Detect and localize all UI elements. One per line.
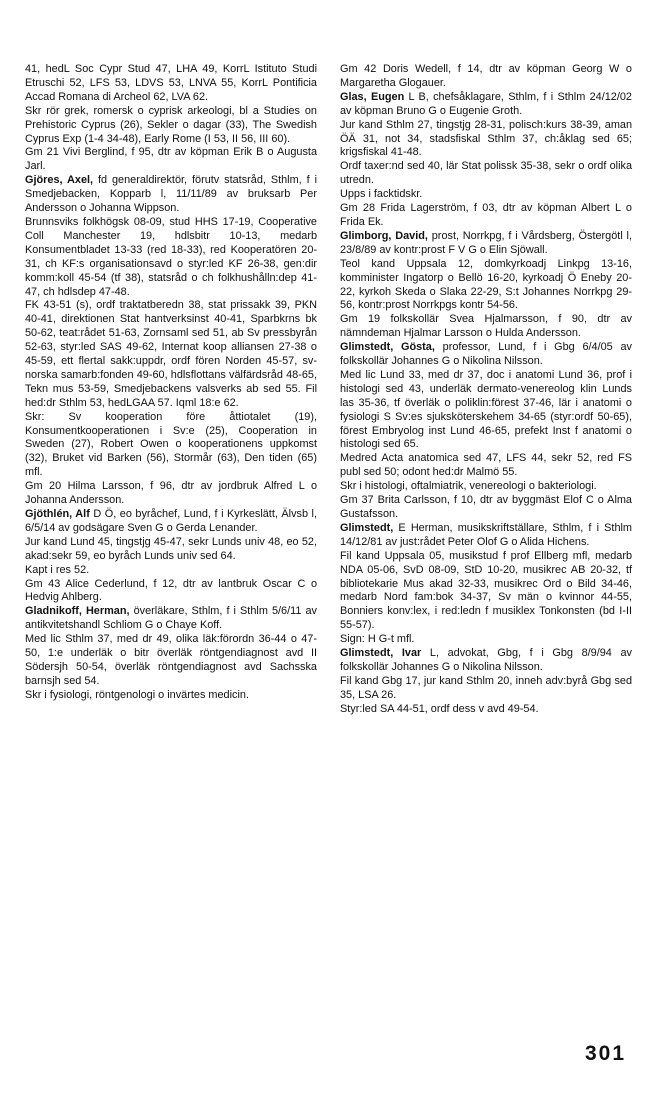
entry-paragraph	[340, 63, 632, 91]
entry-text: Gm 20 Hilma Larsson, f 96, dtr av jordbruk Alfred L o Johanna Andersson.	[25, 480, 317, 507]
entry-paragraph	[25, 536, 317, 564]
entry-paragraph	[340, 202, 632, 230]
entry-paragraph	[25, 299, 317, 410]
entry-paragraph	[340, 369, 632, 452]
entry-name: Glimborg, David,	[340, 229, 428, 242]
entry-text: Jur kand Sthlm 27, tingstjg 28-31, polisch:kurs 38-39, aman ÖÄ 31, not 34, stadsfiskal Sthlm 37, ch:åklag sed 65; krigsfiskal 41-48.	[340, 118, 632, 159]
page-number: 301	[585, 1042, 627, 1065]
entry-paragraph	[25, 216, 317, 299]
entry-paragraph	[25, 63, 317, 105]
entry-paragraph	[340, 675, 632, 703]
entry-paragraph	[340, 119, 632, 161]
entry-paragraph	[25, 146, 317, 174]
entry-text: Gm 28 Frida Lagerström, f 03, dtr av köpman Albert L o Frida Ek.	[340, 202, 632, 228]
entry-text: 41, hedL Soc Cypr Stud 47, LHA 49, KorrL Istituto Studi Etruschi 52, LFS 53, LDVS 53, LNVA 55, KorrL Pontificia Accad Romana di Archeol 62, LVA 62.	[25, 63, 317, 103]
entry-text: L B, chefsåklagare, Sthlm, f i Sthlm 24/12/02 av köpman Bruno G o Eugenie Groth.	[340, 90, 632, 117]
entry-paragraph	[340, 703, 632, 717]
right-column	[340, 63, 632, 717]
entry-paragraph	[25, 480, 317, 508]
entry-paragraph	[340, 258, 632, 314]
entry-text: Teol kand Uppsala 12, domkyrkoadj Linkpg 13-16, komminister Ingatorp o Bellö 16-20, kyrkoadj Ö Eneby 20-22, kyrkoh Skeda o Slaka 22-29, S:t Johannes Norrkpg 29-56, kontr:prost Norrkpgs kontr 54-56.	[340, 257, 632, 312]
entry-name: Glimstedt, Gösta,	[340, 341, 435, 354]
entry-text: Gm 37 Brita Carlsson, f 10, dtr av byggmäst Elof C o Alma Gustafsson.	[340, 494, 632, 520]
entry-paragraph	[340, 230, 632, 258]
entry-paragraph	[340, 188, 632, 202]
entry-text: fd generaldirektör, förutv statsråd, Sthlm, f i Smedjebacken, Kopparb l, 11/11/89 av bruksarb Per Andersson o Johanna Wippson.	[25, 174, 317, 215]
entry-text: Sign: H G-t mfl.	[340, 633, 415, 646]
entry-text: FK 43-51 (s), ordf traktatberedn 38, stat prissakk 39, PKN 40-41, direktionen Stat hantverksinst 40-41, Sparbkrns bk 50-62, teat:rådet 51-63, Zornsaml sed 51, ab Sv pressbyrån 52-63, styr:led SAS 49-62, Internat koop alliansen 27-38 o 45-59, ett flertal sakk:uppdr, ordf fören Norden 45-57, sv-norska samarb:fonden 49-60, hdlsflottans välfärdsråd 48-65, Tekn mus 53-59, Smedjebackens valsverks ab sed 55. Fil hed:dr Sthlm 53, hedLGAA 57. Iqml 18:e 62.	[25, 299, 317, 409]
entry-text: D Ö, eo byråchef, Lund, f i Kyrkeslätt, Älvsb l, 6/5/14 av godsägare Sven G o Gerda Lenander.	[25, 508, 317, 534]
entry-text: Med lic Sthlm 37, med dr 49, olika läk:förordn 36-44 o 47-50, 1:e underläk o bitr överläk röntgendiagnost avd II Södersjh 50-54, överläk röntgendiagnost avd Sachsska barnsjh sed 54.	[25, 633, 317, 687]
entry-paragraph	[340, 160, 632, 188]
entry-paragraph	[25, 564, 317, 578]
entry-paragraph	[340, 550, 632, 633]
entry-text: Kapt i res 52.	[25, 563, 90, 576]
entry-paragraph	[340, 341, 632, 369]
entry-text: Gm 43 Alice Cederlund, f 12, dtr av lantbruk Oscar C o Hedvig Ahlberg.	[25, 577, 317, 604]
entry-name: Glas, Eugen	[340, 90, 405, 103]
entry-text: Ordf taxer:nd sed 40, lär Stat polissk 35-38, sekr o ordf olika utredn.	[340, 160, 632, 187]
entry-name: Glimstedt,	[340, 521, 394, 534]
entry-paragraph	[340, 480, 632, 494]
entry-paragraph	[25, 605, 317, 633]
entry-paragraph	[25, 578, 317, 606]
entry-text: Medred Acta anatomica sed 47, LFS 44, sekr 52, red FS publ sed 50; odont hed:dr Malmö 55.	[340, 452, 632, 479]
entry-text: Skr i fysiologi, röntgenologi o invärtes medicin.	[25, 688, 249, 701]
entry-text: Gm 21 Vivi Berglind, f 95, dtr av köpman Erik B o Augusta Jarl.	[25, 146, 317, 173]
entry-text: Fil kand Uppsala 05, musikstud f prof Ellberg mfl, medarb NDA 05-06, SvD 08-09, StD 10-20, musikrec AB 20-32, tf bibliotekarie Mus akad 32-33, musikrec Ord o Bild 34-46, medarb Nord fam:bok 34-37, Sv män o kvinnor 44-55, Bonniers konv:lex, i red:ledn f musiklex Tonkonsten (bd I-II 55-57).	[340, 549, 632, 632]
entry-paragraph	[340, 452, 632, 480]
entry-paragraph	[340, 91, 632, 119]
entry-paragraph	[340, 494, 632, 522]
entry-paragraph	[25, 411, 317, 481]
entry-paragraph	[340, 647, 632, 675]
entry-paragraph	[25, 105, 317, 147]
entry-text: L, advokat, Gbg, f i Gbg 8/9/94 av folkskollär Johannes G o Nikolina Nilsson.	[340, 647, 632, 673]
entry-text: Styr:led SA 44-51, ordf dess v avd 49-54.	[340, 702, 539, 715]
entry-text: Med lic Lund 33, med dr 37, doc i anatomi Lund 36, prof i histologi sed 43, underläk dermato-venereolog klin Lunds las 35-36, tf överläk o poliklin:förest 37-46, lär i anatomi o fysiologi S Sv:es sjuksköterskehem 34-65 (styr:ordf 50-65), förest Embryolog inst Lund 46-65, prefekt Inst f anatomi o histologi sed 65.	[340, 368, 632, 451]
entry-paragraph	[25, 633, 317, 689]
entry-text: Jur kand Lund 45, tingstjg 45-47, sekr Lunds univ 48, eo 52, akad:sekr 59, eo byråch Lunds univ sed 64.	[25, 535, 317, 562]
entry-text: Skr rör grek, romersk o cyprisk arkeologi, bl a Studies on Prehistoric Cyprus (26), Sekler o dagar (33), The Swedish Cyprus Exp (1-4 34-48), Early Rome (I 53, II 56, III 60).	[25, 104, 317, 145]
entry-text: Brunnsviks folkhögsk 08-09, stud HHS 17-19, Cooperative Coll Manchester 19, hdlsbitr 10-13, medarb Konsumentbladet 13-33 (red 18-33), red Kooperatören 20-31, ch KF:s organisationsavd o styr:led KF 26-38, gen:dir komm:koll 45-54 (tf 38), statsråd o ch folkhushålln:dep 41-47, ch hdlsdep 47-48.	[25, 215, 317, 298]
entry-paragraph	[25, 174, 317, 216]
entry-paragraph	[25, 508, 317, 536]
entry-text: Skr i histologi, oftalmiatrik, venereologi o bakteriologi.	[340, 480, 597, 493]
entry-name: Gjöthlén, Alf	[25, 508, 90, 520]
entry-paragraph	[340, 633, 632, 647]
entry-name: Glimstedt, Ivar	[340, 647, 422, 660]
entry-text: Fil kand Gbg 17, jur kand Sthlm 20, inneh adv:byrå Gbg sed 35, LSA 26.	[340, 674, 632, 701]
left-column	[25, 63, 317, 703]
entry-text: överläkare, Sthlm, f i Sthlm 5/6/11 av antikvitetshandl Schliom G o Chaye Koff.	[25, 605, 317, 632]
entry-name: Gjöres, Axel,	[25, 174, 94, 187]
entry-name: Gladnikoff, Herman,	[25, 605, 130, 618]
entry-paragraph	[25, 689, 317, 703]
entry-text: Skr: Sv kooperation före åttiotalet (19), Konsumentkooperationen i Sv:e (25), Cooperation in Sweden (27), Robert Owen o kooperationens uppkomst (32), Bruket vid Barken (56), Stormår (63), Den tiden (65) mfl.	[25, 410, 317, 479]
entry-paragraph	[340, 522, 632, 550]
entry-text: Upps i facktidskr.	[340, 188, 423, 201]
entry-text: professor, Lund, f i Gbg 6/4/05 av folkskollär Johannes G o Nikolina Nilsson.	[340, 341, 632, 368]
entry-text: E Herman, musikskriftställare, Sthlm, f i Sthlm 14/12/81 av just:rådet Peter Olof G o Alida Hichens.	[340, 521, 632, 548]
entry-text: Gm 42 Doris Wedell, f 14, dtr av köpman Georg W o Margaretha Glogauer.	[340, 63, 632, 89]
entry-paragraph	[340, 313, 632, 341]
entry-text: prost, Norrkpg, f i Vårdsberg, Östergötl l, 23/8/89 av kontr:prost F V G o Elin Sjöwall.	[340, 229, 633, 256]
entry-text: Gm 19 folkskollär Svea Hjalmarsson, f 90, dtr av nämndeman Hjalmar Larsson o Hulda Andersson.	[340, 313, 632, 340]
